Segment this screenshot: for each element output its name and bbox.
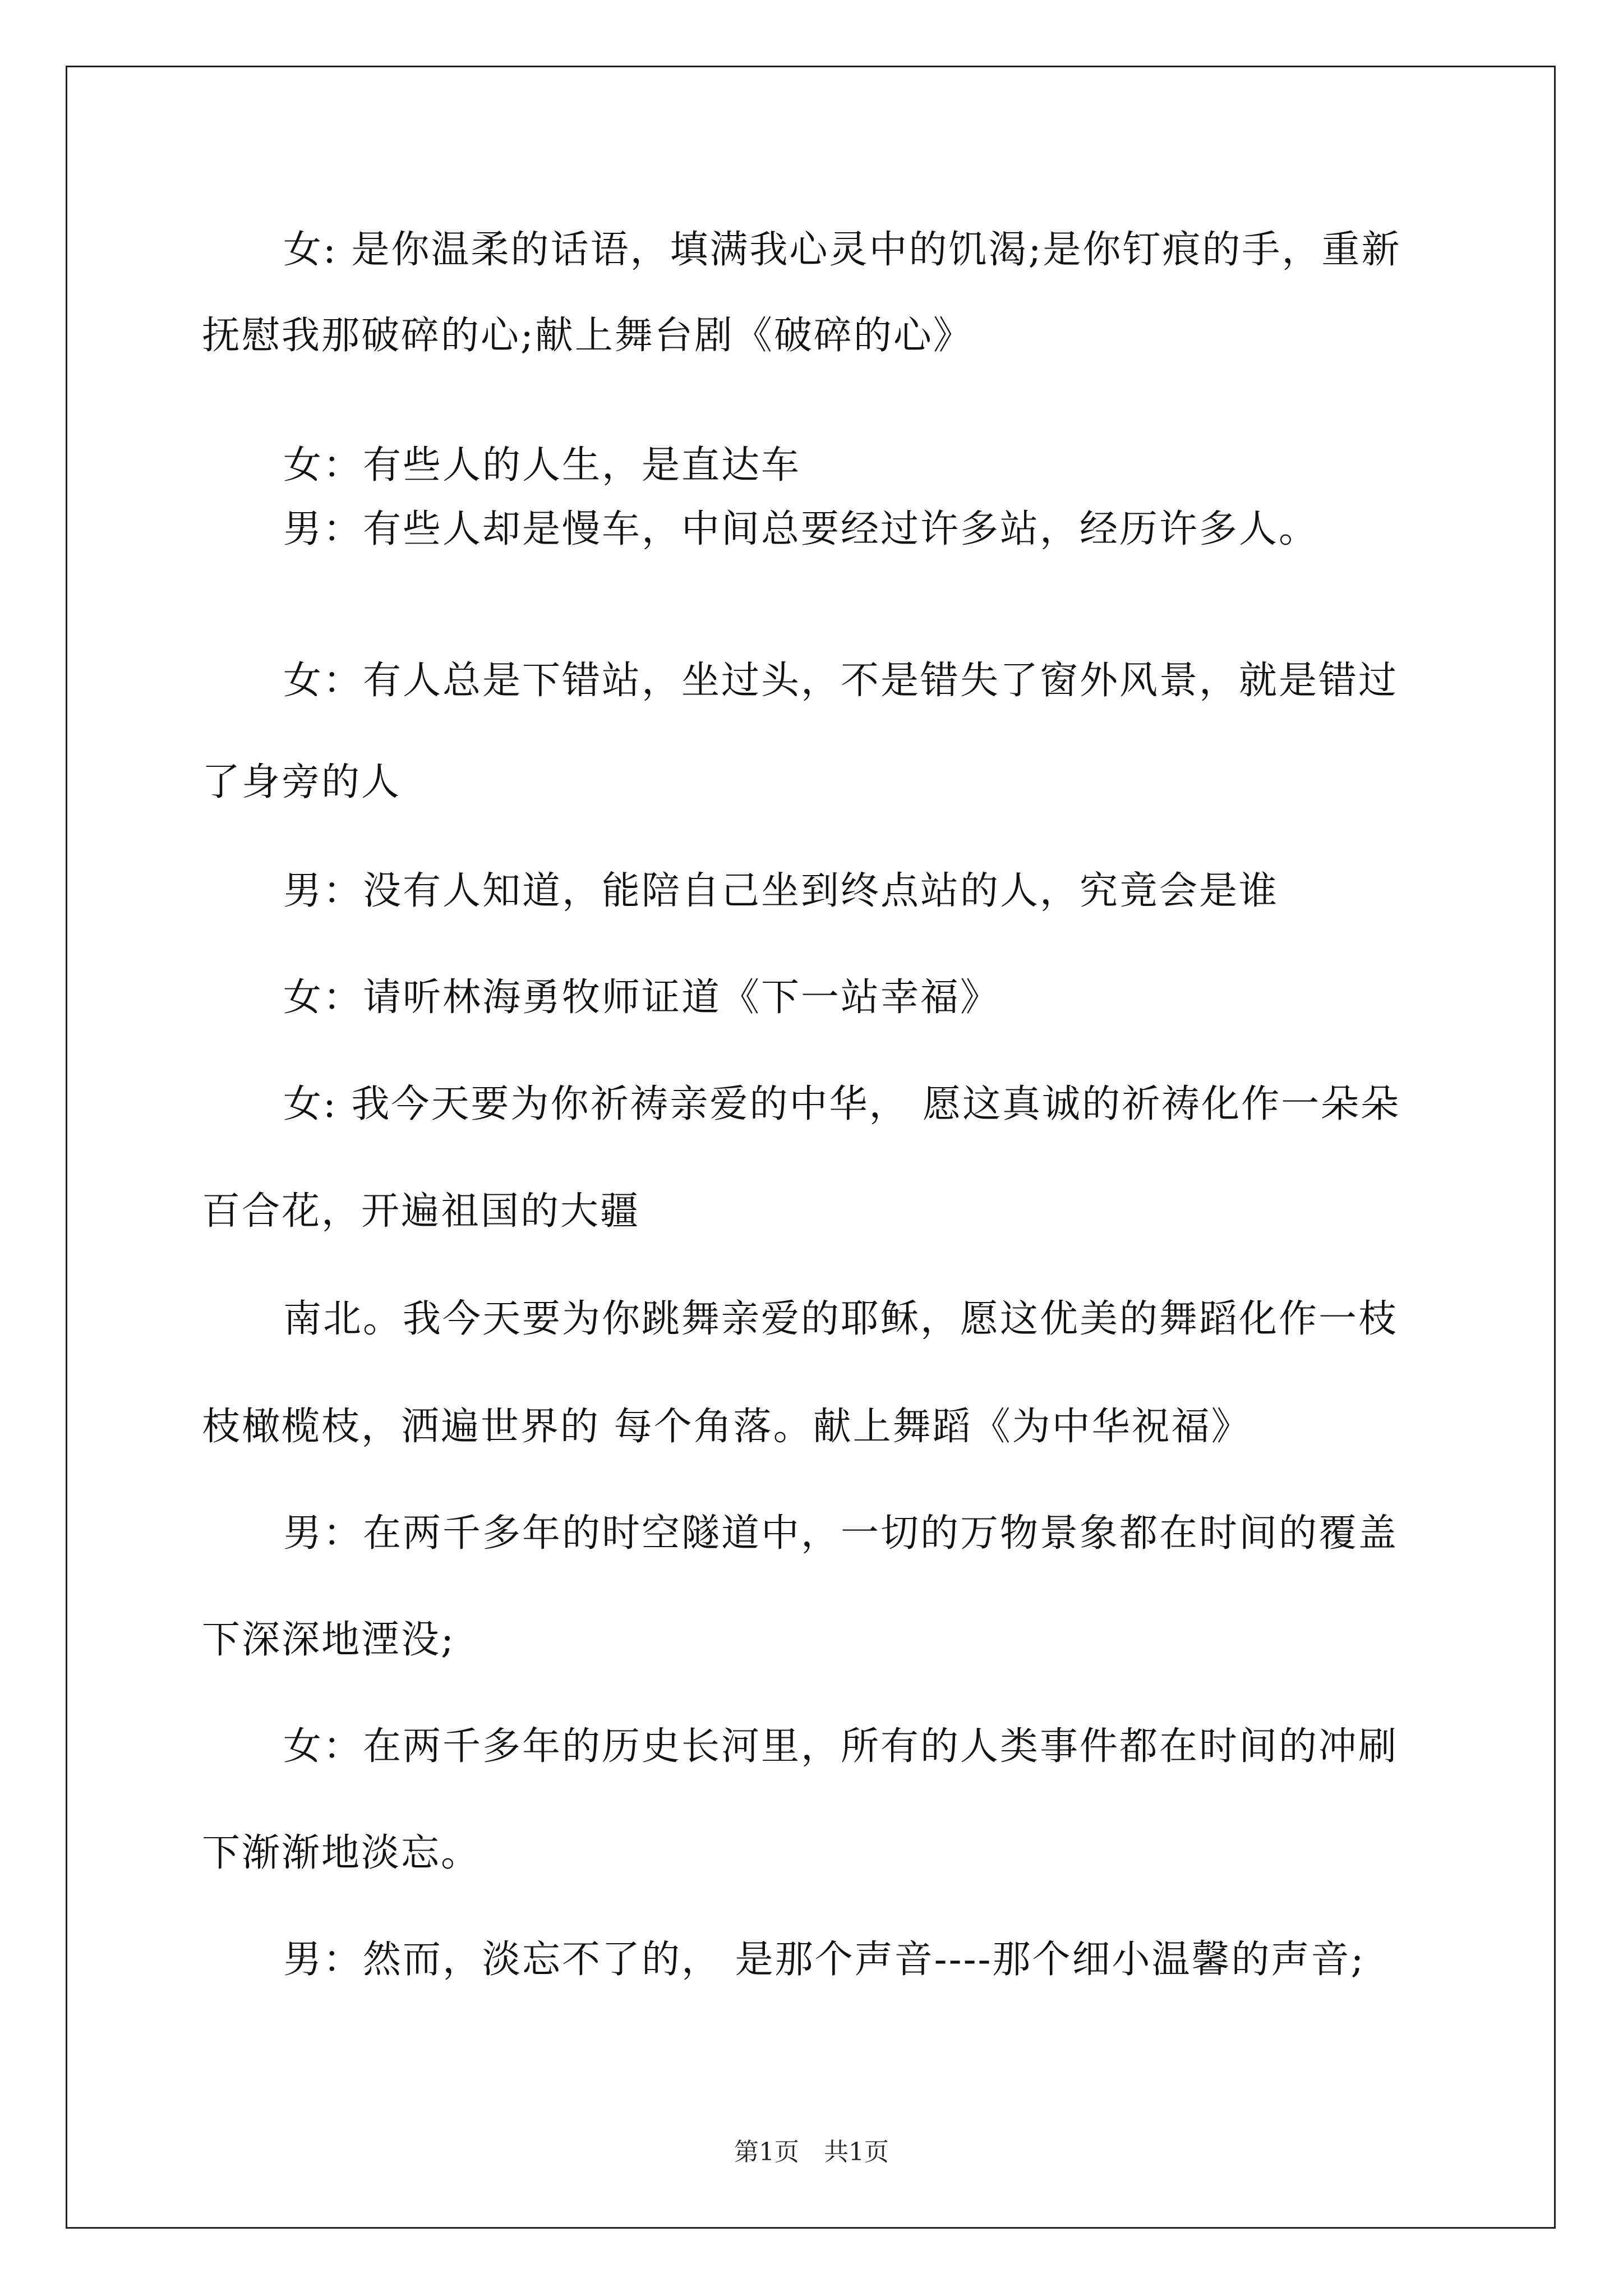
text-line: 男：然而，淡忘不了的， 是那个声音----那个细小温馨的声音; bbox=[283, 1938, 1366, 1982]
text-line: 枝橄榄枝，洒遍世界的 每个角落。献上舞蹈《为中华祝福》 bbox=[202, 1405, 1251, 1449]
text-line: 南北。我今天要为你跳舞亲爱的耶稣，愿这优美的舞蹈化作一枝 bbox=[283, 1297, 1399, 1341]
text-line: 男：没有人知道，能陪自己坐到终点站的人，究竟会是谁 bbox=[283, 869, 1279, 913]
text-line: 女：在两千多年的历史长河里，所有的人类事件都在时间的冲刷 bbox=[283, 1724, 1399, 1769]
page-footer: 第1页 共1页 bbox=[734, 2138, 889, 2166]
text-line: 男：在两千多年的时空隧道中，一切的万物景象都在时间的覆盖 bbox=[283, 1511, 1399, 1556]
text-line: 了身旁的人 bbox=[202, 760, 402, 804]
text-line: 下渐渐地淡忘。 bbox=[202, 1831, 481, 1875]
text-line: 女：有人总是下错站，坐过头，不是错失了窗外风景，就是错过 bbox=[283, 659, 1399, 703]
text-line: 女：请听林海勇牧师证道《下一站幸福》 bbox=[283, 976, 1000, 1020]
text-line: 女：有些人的人生，是直达车 bbox=[283, 443, 801, 487]
text-line: 抚慰我那破碎的心;献上舞台剧《破碎的心》 bbox=[202, 314, 973, 358]
text-line: 男：有些人却是慢车，中间总要经过许多站，经历许多人。 bbox=[283, 507, 1319, 551]
text-line: 百合花，开遍祖国的大疆 bbox=[202, 1189, 640, 1234]
text-line: 女: 我今天要为你祈祷亲爱的中华， 愿这真诚的祈祷化作一朵朵 bbox=[283, 1082, 1401, 1126]
text-line: 女: 是你温柔的话语，填满我心灵中的饥渴;是你钉痕的手，重新 bbox=[283, 228, 1401, 272]
text-line: 下深深地湮没; bbox=[202, 1618, 455, 1662]
page-border bbox=[66, 66, 1556, 2229]
